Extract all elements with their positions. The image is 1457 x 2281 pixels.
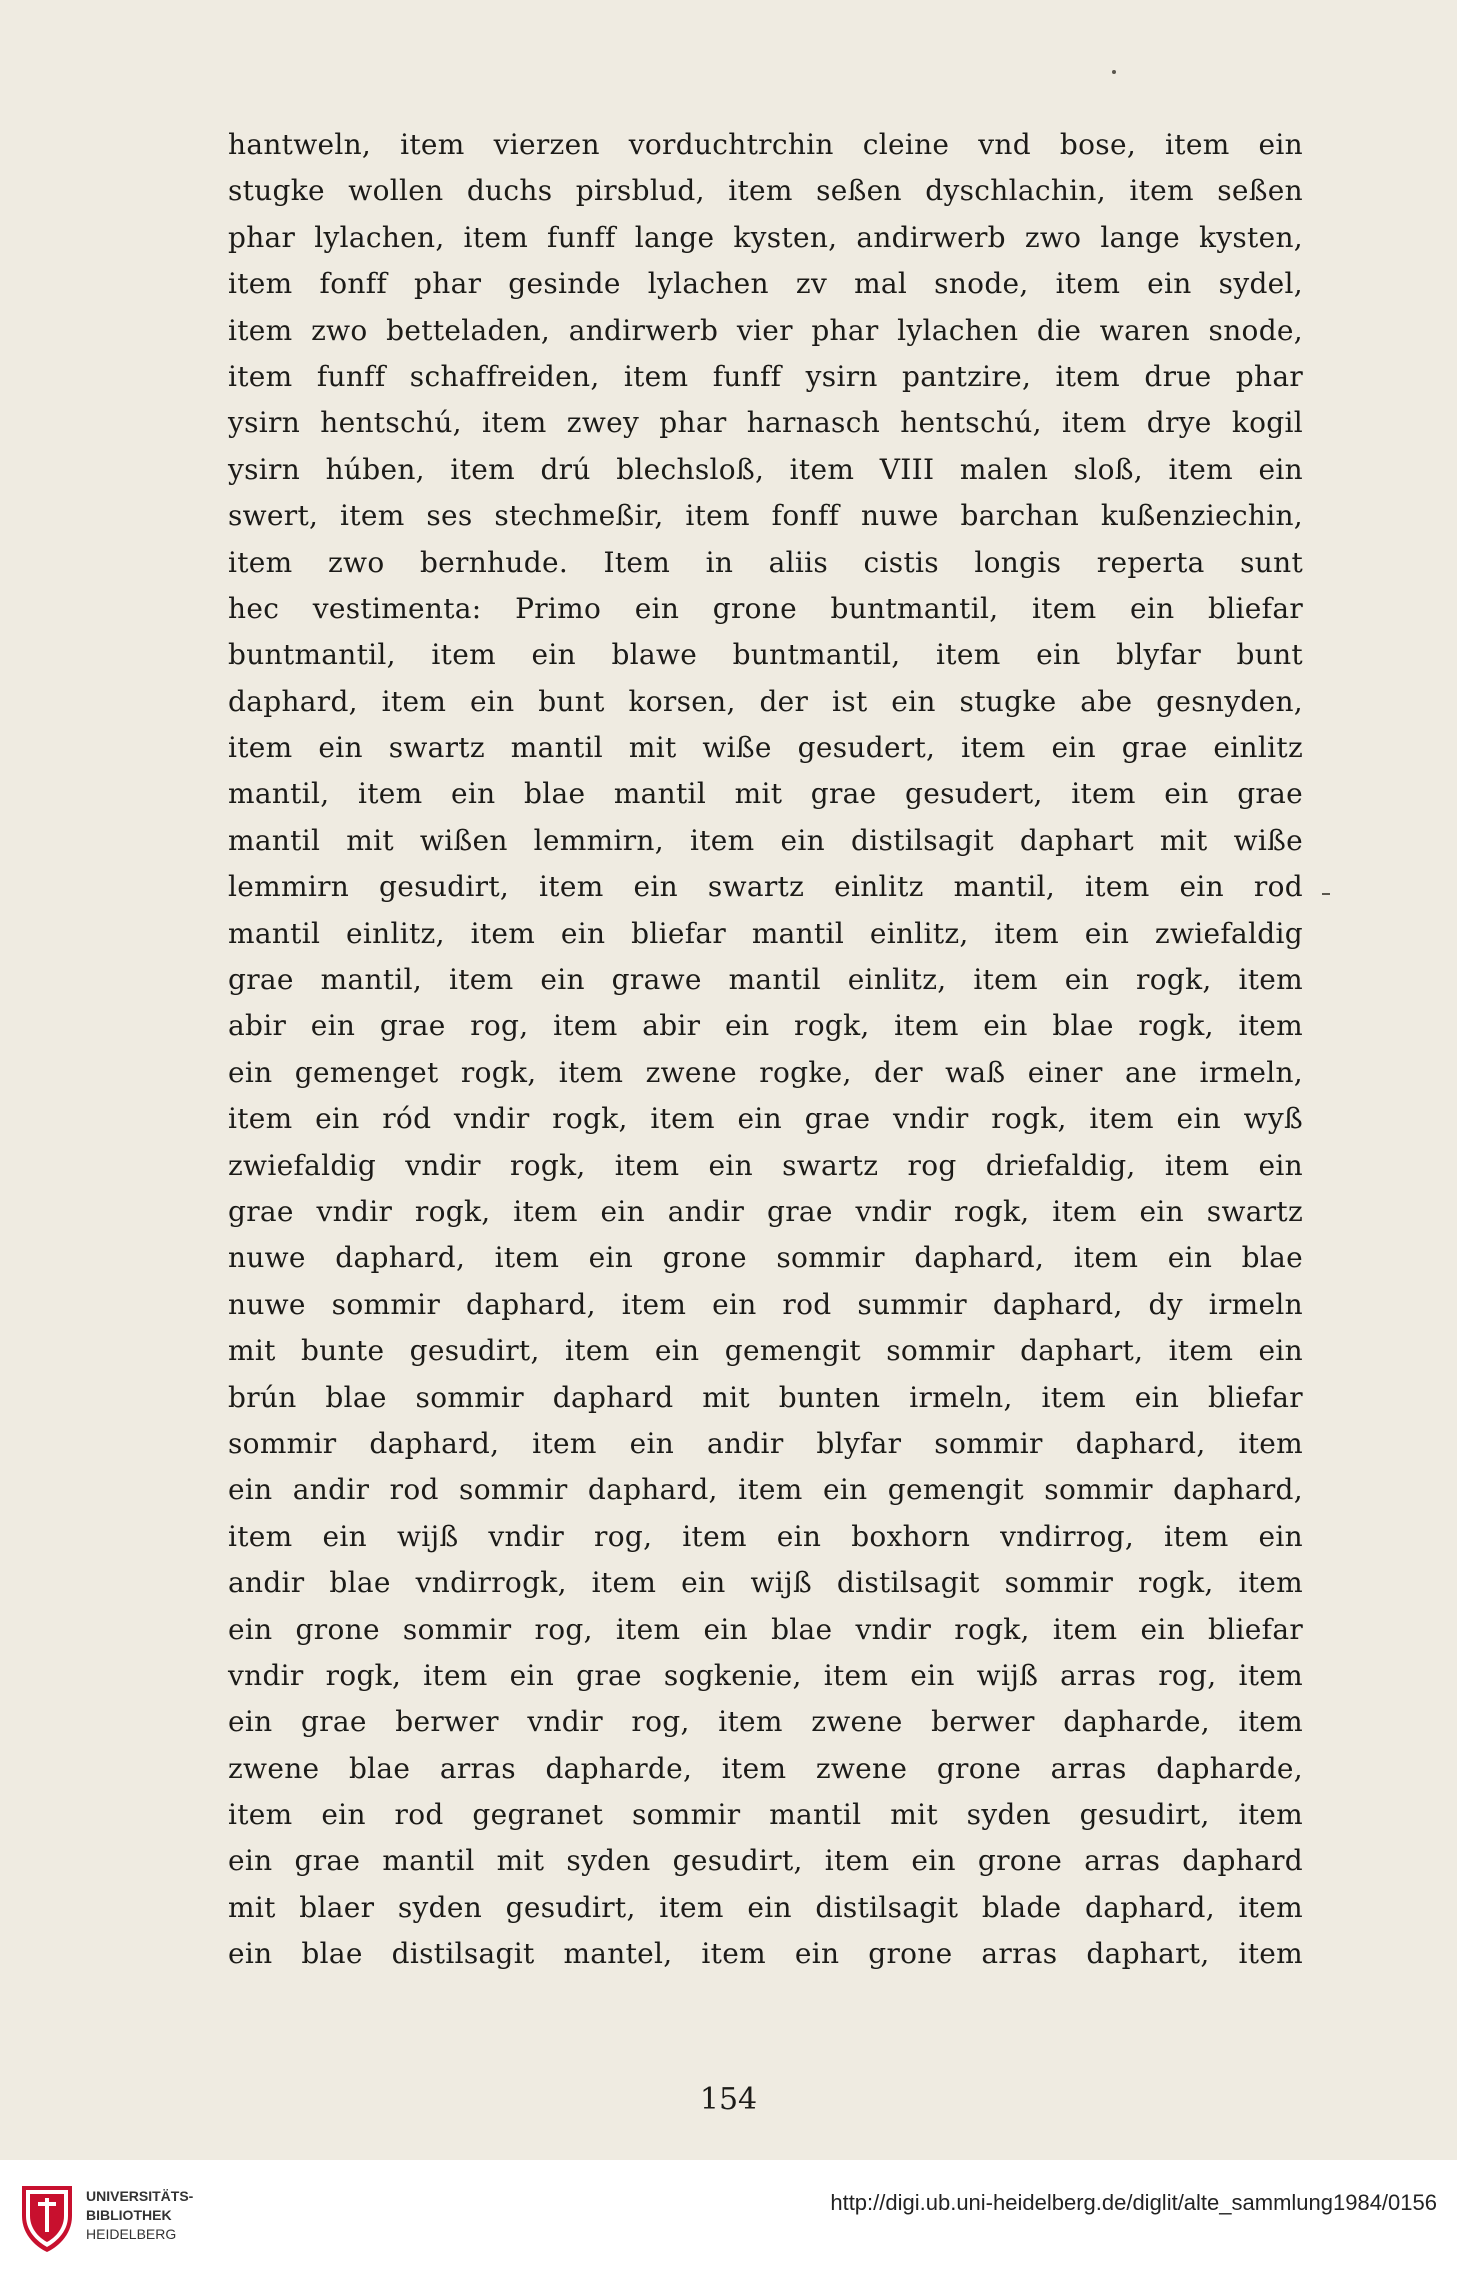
text-line: item zwo betteladen, andirwerb vier phar lylachen die waren snode, bbox=[228, 313, 1303, 347]
text-line: item zwo bernhude. Item in aliis cistis longis reperta sunt bbox=[228, 545, 1303, 579]
text-line: stugke wollen duchs pirsblud, item seßen dyschlachin, item seßen bbox=[228, 174, 1303, 208]
institution-name bbox=[86, 2187, 193, 2244]
page-number: 154 bbox=[699, 2082, 758, 2117]
text-line: ysirn hentschú, item zwey phar harnasch hentschú, item drye kogil bbox=[228, 406, 1303, 440]
institution-line: HEIDELBERG bbox=[86, 2226, 177, 2242]
text-line: lemmirn gesudirt, item ein swartz einlitz mantil, item ein rod bbox=[228, 870, 1303, 904]
text-line: item ein ród vndir rogk, item ein grae vndir rogk, item ein wyß bbox=[228, 1102, 1303, 1136]
margin-mark bbox=[1322, 893, 1330, 895]
source-url-link[interactable]: http://digi.ub.uni-heidelberg.de/diglit/alte_sammlung1984/0156 bbox=[830, 2190, 1437, 2215]
text-line: item ein wijß vndir rog, item ein boxhorn vndirrog, item ein bbox=[228, 1519, 1303, 1553]
university-library-logo-icon bbox=[16, 2182, 78, 2254]
text-line: ein gemenget rogk, item zwene rogke, der waß einer ane irmeln, bbox=[228, 1055, 1303, 1089]
text-line: ein andir rod sommir daphard, item ein gemengit sommir daphard, bbox=[228, 1473, 1303, 1507]
text-line: item ein swartz mantil mit wiße gesudert, item ein grae einlitz bbox=[228, 731, 1303, 765]
margin-mark bbox=[1112, 70, 1116, 74]
text-line: daphard, item ein bunt korsen, der ist ein stugke abe gesnyden, bbox=[228, 684, 1303, 718]
text-line: zwiefaldig vndir rogk, item ein swartz rog driefaldig, item ein bbox=[228, 1148, 1303, 1182]
text-line: brún blae sommir daphard mit bunten irmeln, item ein bliefar bbox=[228, 1380, 1303, 1414]
text-line: item fonff phar gesinde lylachen zv mal snode, item ein sydel, bbox=[228, 267, 1303, 301]
text-line: mit blaer syden gesudirt, item ein distilsagit blade daphard, item bbox=[228, 1890, 1303, 1924]
text-line: nuwe daphard, item ein grone sommir daphard, item ein blae bbox=[228, 1241, 1303, 1275]
text-line: ein grone sommir rog, item ein blae vndir rogk, item ein bliefar bbox=[228, 1612, 1303, 1646]
text-line: ysirn húben, item drú blechsloß, item VIII malen sloß, item ein bbox=[228, 452, 1303, 486]
text-line: buntmantil, item ein blawe buntmantil, item ein blyfar bunt bbox=[228, 638, 1303, 672]
text-line: sommir daphard, item ein andir blyfar sommir daphard, item bbox=[228, 1426, 1303, 1460]
text-line: mit bunte gesudirt, item ein gemengit sommir daphart, item ein bbox=[228, 1334, 1303, 1368]
text-line: hantweln, item vierzen vorduchtrchin cleine vnd bose, item ein bbox=[228, 128, 1303, 161]
institution-line: BIBLIOTHEK bbox=[86, 2207, 172, 2223]
text-line: ein grae mantil mit syden gesudirt, item ein grone arras daphard bbox=[228, 1844, 1303, 1878]
text-line: swert, item ses stechmeßir, item fonff nuwe barchan kußenziechin, bbox=[228, 499, 1303, 533]
text-line: hec vestimenta: Primo ein grone buntmantil, item ein bliefar bbox=[228, 591, 1303, 625]
text-line: mantil, item ein blae mantil mit grae gesudert, item ein grae bbox=[228, 777, 1303, 811]
text-line: ein grae berwer vndir rog, item zwene berwer daphardе, item bbox=[228, 1705, 1303, 1739]
text-line: nuwe sommir daphard, item ein rod summir daphard, dy irmeln bbox=[228, 1287, 1303, 1321]
text-line: mantil mit wißen lemmirn, item ein distilsagit daphart mit wiße bbox=[228, 823, 1303, 857]
text-line: phar lylachen, item funff lange kysten, andirwerb zwo lange kysten, bbox=[228, 220, 1303, 254]
text-line: vndir rogk, item ein grae sogkenie, item ein wijß arras rog, item bbox=[228, 1658, 1303, 1692]
text-line: item funff schaffreiden, item funff ysirn pantzire, item drue phar bbox=[228, 359, 1303, 393]
text-line: item ein rod gegranet sommir mantil mit syden gesudirt, item bbox=[228, 1798, 1303, 1832]
institution-line: UNIVERSITÄTS- bbox=[86, 2188, 194, 2204]
text-line: abir ein grae rog, item abir ein rogk, item ein blae rogk, item bbox=[228, 1009, 1303, 1043]
text-line: andir blae vndirrogk, item ein wijß distilsagit sommir rogk, item bbox=[228, 1566, 1303, 1600]
text-line: zwene blae arras daphardе, item zwene grone arras daphardе, bbox=[228, 1751, 1303, 1785]
text-line: ein blae distilsagit mantel, item ein grone arras daphart, item bbox=[228, 1937, 1303, 1971]
body-text bbox=[228, 122, 1303, 1978]
text-line: mantil einlitz, item ein bliefar mantil einlitz, item ein zwiefaldig bbox=[228, 916, 1303, 950]
text-line: grae mantil, item ein grawe mantil einlitz, item ein rogk, item bbox=[228, 963, 1303, 997]
footer-bar bbox=[0, 2160, 1457, 2281]
text-line: grae vndir rogk, item ein andir grae vndir rogk, item ein swartz bbox=[228, 1194, 1303, 1228]
